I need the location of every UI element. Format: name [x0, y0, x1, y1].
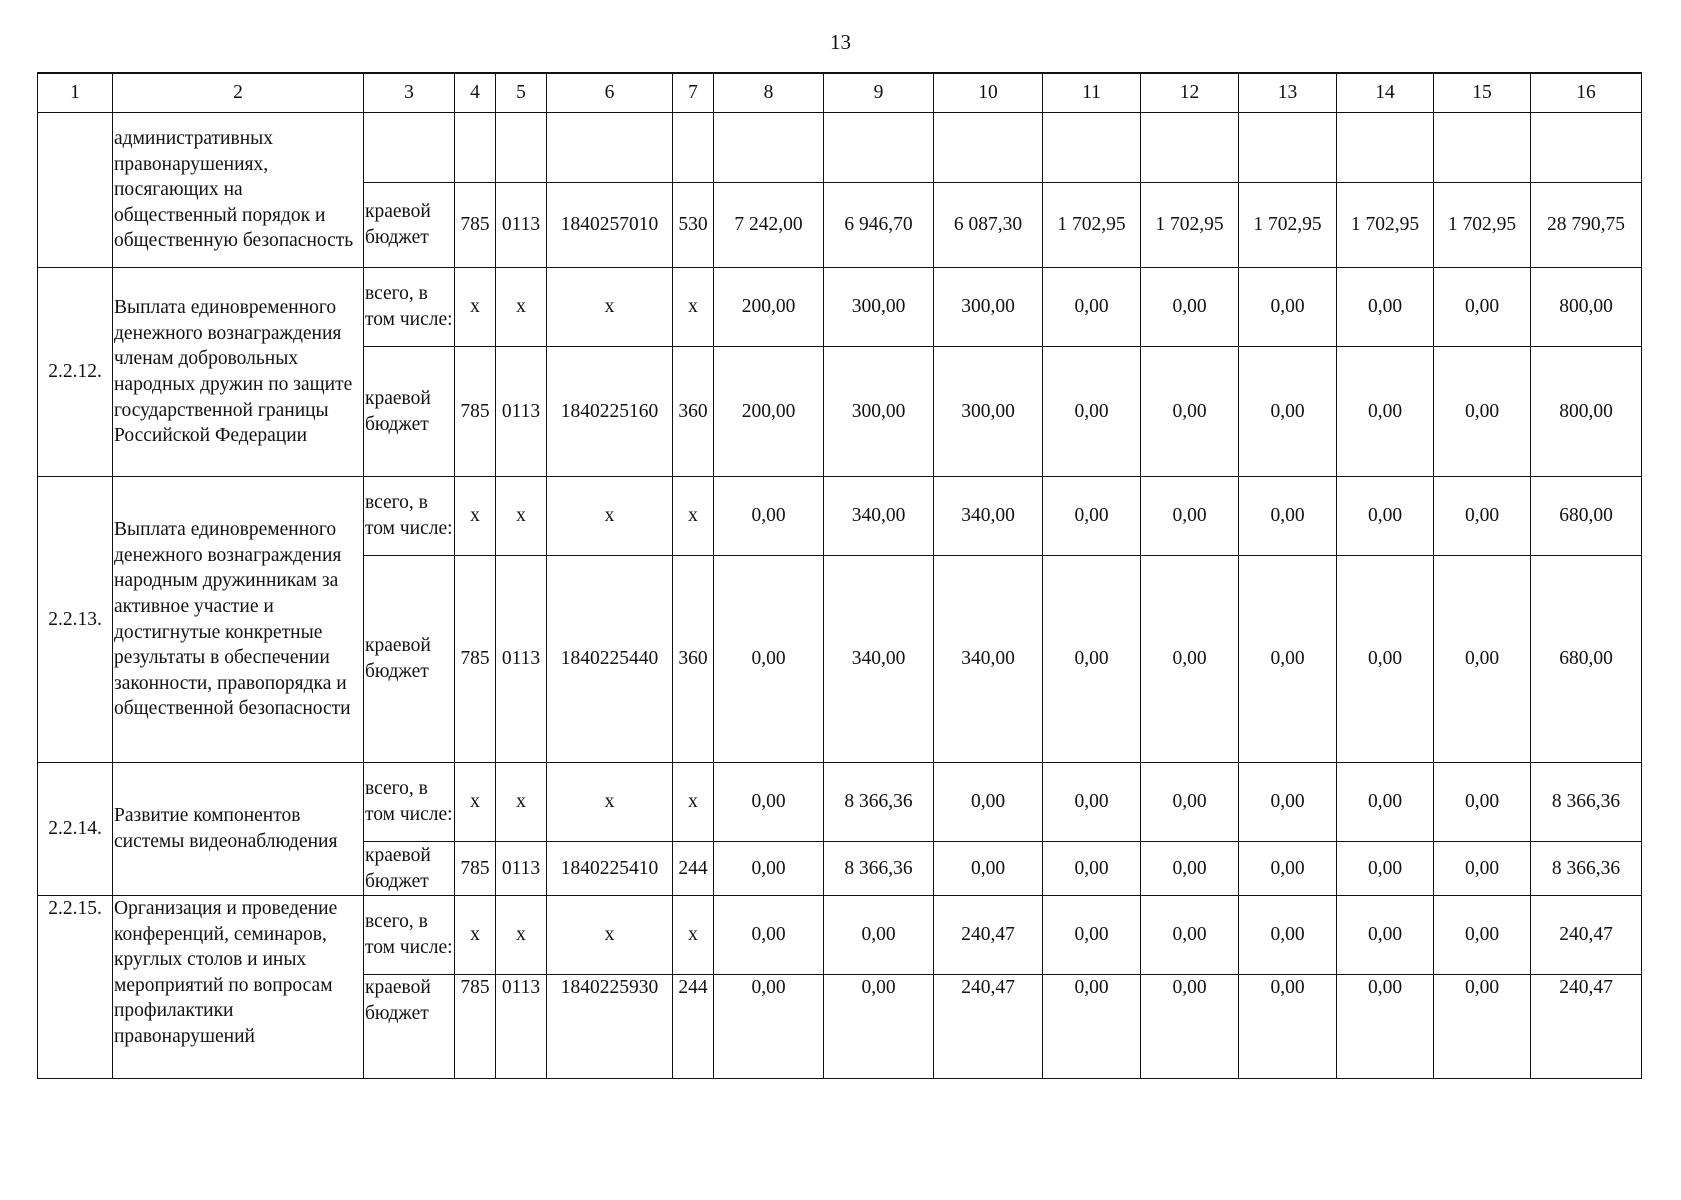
value-cell: 0,00 [1434, 268, 1531, 347]
column-header: 10 [934, 73, 1043, 113]
cell-col4: 785 [455, 556, 496, 763]
value-cell: 0,00 [1141, 763, 1239, 842]
cell-col5: х [496, 896, 547, 975]
cell-col5: х [496, 477, 547, 556]
column-header: 14 [1337, 73, 1434, 113]
column-header: 11 [1043, 73, 1141, 113]
value-cell: 0,00 [1337, 896, 1434, 975]
value-cell [1434, 113, 1531, 183]
cell-col6: 1840225440 [547, 556, 673, 763]
cell-col7: х [673, 763, 714, 842]
funding-source: краевой бюджет [364, 556, 455, 763]
value-cell: 800,00 [1531, 347, 1642, 477]
value-cell: 0,00 [824, 975, 934, 1079]
value-cell: 0,00 [1141, 556, 1239, 763]
value-cell: 0,00 [1337, 763, 1434, 842]
value-cell: 300,00 [824, 347, 934, 477]
value-cell [824, 113, 934, 183]
value-cell: 340,00 [934, 477, 1043, 556]
column-header: 5 [496, 73, 547, 113]
table-row [38, 763, 1642, 842]
value-cell: 240,47 [934, 896, 1043, 975]
value-cell: 1 702,95 [1239, 183, 1337, 268]
cell-col5: 0113 [496, 347, 547, 477]
value-cell: 200,00 [714, 268, 824, 347]
cell-col5: х [496, 268, 547, 347]
funding-source [364, 113, 455, 183]
cell-col4: 785 [455, 347, 496, 477]
cell-col4: х [455, 896, 496, 975]
cell-col7: х [673, 477, 714, 556]
column-header: 4 [455, 73, 496, 113]
value-cell: 680,00 [1531, 556, 1642, 763]
item-name: административных правонарушениях, посягающих на общественный порядок и общественную безопасность [113, 113, 364, 268]
value-cell: 0,00 [934, 763, 1043, 842]
value-cell [714, 113, 824, 183]
funding-source: краевой бюджет [364, 842, 455, 896]
cell-col7: 244 [673, 842, 714, 896]
value-cell: 8 366,36 [1531, 763, 1642, 842]
item-index: 2.2.12. [38, 268, 113, 477]
value-cell: 1 702,95 [1337, 183, 1434, 268]
value-cell: 0,00 [1239, 268, 1337, 347]
value-cell: 340,00 [934, 556, 1043, 763]
value-cell: 800,00 [1531, 268, 1642, 347]
cell-col5: 0113 [496, 842, 547, 896]
item-name: Выплата единовременного денежного вознаграждения народным дружинникам за активное участие и достигнутые конкретные результаты в обеспечении законности, правопорядка и общественной безопасности [113, 477, 364, 763]
value-cell: 240,47 [1531, 975, 1642, 1079]
cell-col5 [496, 113, 547, 183]
cell-col6: х [547, 896, 673, 975]
value-cell: 300,00 [934, 268, 1043, 347]
item-index: 2.2.14. [38, 763, 113, 896]
value-cell: 8 366,36 [824, 842, 934, 896]
cell-col5: 0113 [496, 975, 547, 1079]
value-cell: 240,47 [1531, 896, 1642, 975]
value-cell: 0,00 [1337, 347, 1434, 477]
table-row [38, 477, 1642, 556]
value-cell: 0,00 [1043, 975, 1141, 1079]
value-cell: 0,00 [1141, 975, 1239, 1079]
cell-col6: 1840257010 [547, 183, 673, 268]
cell-col4: 785 [455, 975, 496, 1079]
item-index: 2.2.15. [38, 896, 113, 1079]
column-header: 7 [673, 73, 714, 113]
value-cell: 1 702,95 [1141, 183, 1239, 268]
value-cell: 0,00 [1141, 268, 1239, 347]
value-cell: 0,00 [714, 556, 824, 763]
value-cell: 0,00 [1141, 347, 1239, 477]
value-cell: 0,00 [1239, 896, 1337, 975]
value-cell: 0,00 [714, 896, 824, 975]
value-cell: 0,00 [714, 477, 824, 556]
value-cell: 0,00 [1434, 556, 1531, 763]
value-cell: 6 946,70 [824, 183, 934, 268]
column-header: 12 [1141, 73, 1239, 113]
value-cell: 1 702,95 [1043, 183, 1141, 268]
cell-col7: 360 [673, 556, 714, 763]
cell-col7: 530 [673, 183, 714, 268]
cell-col7: х [673, 896, 714, 975]
funding-source: краевой бюджет [364, 975, 455, 1079]
value-cell: 0,00 [1141, 842, 1239, 896]
cell-col5: 0113 [496, 556, 547, 763]
value-cell: 0,00 [714, 975, 824, 1079]
value-cell: 680,00 [1531, 477, 1642, 556]
value-cell: 0,00 [1043, 763, 1141, 842]
value-cell: 0,00 [1239, 477, 1337, 556]
column-header: 3 [364, 73, 455, 113]
value-cell: 7 242,00 [714, 183, 824, 268]
value-cell: 0,00 [714, 842, 824, 896]
item-name: Выплата единовременного денежного вознаграждения членам добровольных народных дружин по защите государственной границы Российской Федерации [113, 268, 364, 477]
budget-table [37, 72, 1642, 1079]
value-cell: 0,00 [1337, 268, 1434, 347]
funding-source: всего, в том числе: [364, 268, 455, 347]
item-index: 2.2.13. [38, 477, 113, 763]
cell-col7: 244 [673, 975, 714, 1079]
table-row [38, 113, 1642, 183]
cell-col7: 360 [673, 347, 714, 477]
value-cell: 0,00 [1434, 477, 1531, 556]
value-cell: 0,00 [714, 763, 824, 842]
column-header: 8 [714, 73, 824, 113]
value-cell: 0,00 [1434, 975, 1531, 1079]
value-cell: 340,00 [824, 477, 934, 556]
value-cell: 340,00 [824, 556, 934, 763]
value-cell [1043, 113, 1141, 183]
cell-col6 [547, 113, 673, 183]
value-cell: 0,00 [1239, 842, 1337, 896]
cell-col6: 1840225160 [547, 347, 673, 477]
value-cell: 0,00 [1043, 896, 1141, 975]
value-cell: 300,00 [824, 268, 934, 347]
funding-source: всего, в том числе: [364, 763, 455, 842]
table-row [38, 896, 1642, 975]
column-header-row [38, 73, 1642, 113]
value-cell: 0,00 [1434, 763, 1531, 842]
value-cell: 200,00 [714, 347, 824, 477]
value-cell: 0,00 [1337, 842, 1434, 896]
value-cell [1141, 113, 1239, 183]
value-cell: 1 702,95 [1434, 183, 1531, 268]
value-cell: 28 790,75 [1531, 183, 1642, 268]
value-cell: 0,00 [1337, 477, 1434, 556]
cell-col5: 0113 [496, 183, 547, 268]
value-cell: 0,00 [1043, 842, 1141, 896]
value-cell: 0,00 [1239, 763, 1337, 842]
column-header: 1 [38, 73, 113, 113]
page-number: 13 [830, 30, 851, 54]
cell-col4 [455, 113, 496, 183]
cell-col5: х [496, 763, 547, 842]
cell-col6: х [547, 763, 673, 842]
cell-col4: х [455, 268, 496, 347]
value-cell: 0,00 [1337, 975, 1434, 1079]
funding-source: всего, в том числе: [364, 477, 455, 556]
cell-col7: х [673, 268, 714, 347]
value-cell: 8 366,36 [824, 763, 934, 842]
funding-source: краевой бюджет [364, 183, 455, 268]
value-cell: 0,00 [824, 896, 934, 975]
item-index [38, 113, 113, 268]
cell-col6: х [547, 477, 673, 556]
cell-col4: х [455, 763, 496, 842]
value-cell: 0,00 [1434, 896, 1531, 975]
cell-col4: 785 [455, 842, 496, 896]
cell-col6: 1840225930 [547, 975, 673, 1079]
item-name: Развитие компонентов системы видеонаблюдения [113, 763, 364, 896]
cell-col7 [673, 113, 714, 183]
value-cell: 0,00 [1239, 347, 1337, 477]
cell-col6: х [547, 268, 673, 347]
funding-source: всего, в том числе: [364, 896, 455, 975]
value-cell: 0,00 [1141, 477, 1239, 556]
column-header: 6 [547, 73, 673, 113]
value-cell: 300,00 [934, 347, 1043, 477]
table-row [38, 268, 1642, 347]
column-header: 13 [1239, 73, 1337, 113]
cell-col4: х [455, 477, 496, 556]
column-header: 9 [824, 73, 934, 113]
value-cell: 0,00 [1043, 268, 1141, 347]
value-cell: 0,00 [1043, 477, 1141, 556]
column-header: 2 [113, 73, 364, 113]
value-cell: 0,00 [1239, 556, 1337, 763]
value-cell [1337, 113, 1434, 183]
cell-col4: 785 [455, 183, 496, 268]
value-cell: 0,00 [1043, 347, 1141, 477]
value-cell: 0,00 [934, 842, 1043, 896]
value-cell: 0,00 [1239, 975, 1337, 1079]
value-cell: 0,00 [1141, 896, 1239, 975]
value-cell: 0,00 [1434, 347, 1531, 477]
value-cell: 0,00 [1043, 556, 1141, 763]
value-cell [1239, 113, 1337, 183]
value-cell: 0,00 [1434, 842, 1531, 896]
value-cell: 6 087,30 [934, 183, 1043, 268]
column-header: 15 [1434, 73, 1531, 113]
value-cell: 8 366,36 [1531, 842, 1642, 896]
value-cell: 0,00 [1337, 556, 1434, 763]
column-header: 16 [1531, 73, 1642, 113]
funding-source: краевой бюджет [364, 347, 455, 477]
value-cell: 240,47 [934, 975, 1043, 1079]
cell-col6: 1840225410 [547, 842, 673, 896]
value-cell [934, 113, 1043, 183]
value-cell [1531, 113, 1642, 183]
item-name: Организация и проведение конференций, семинаров, круглых столов и иных мероприятий по вопросам профилактики правонарушений [113, 896, 364, 1079]
